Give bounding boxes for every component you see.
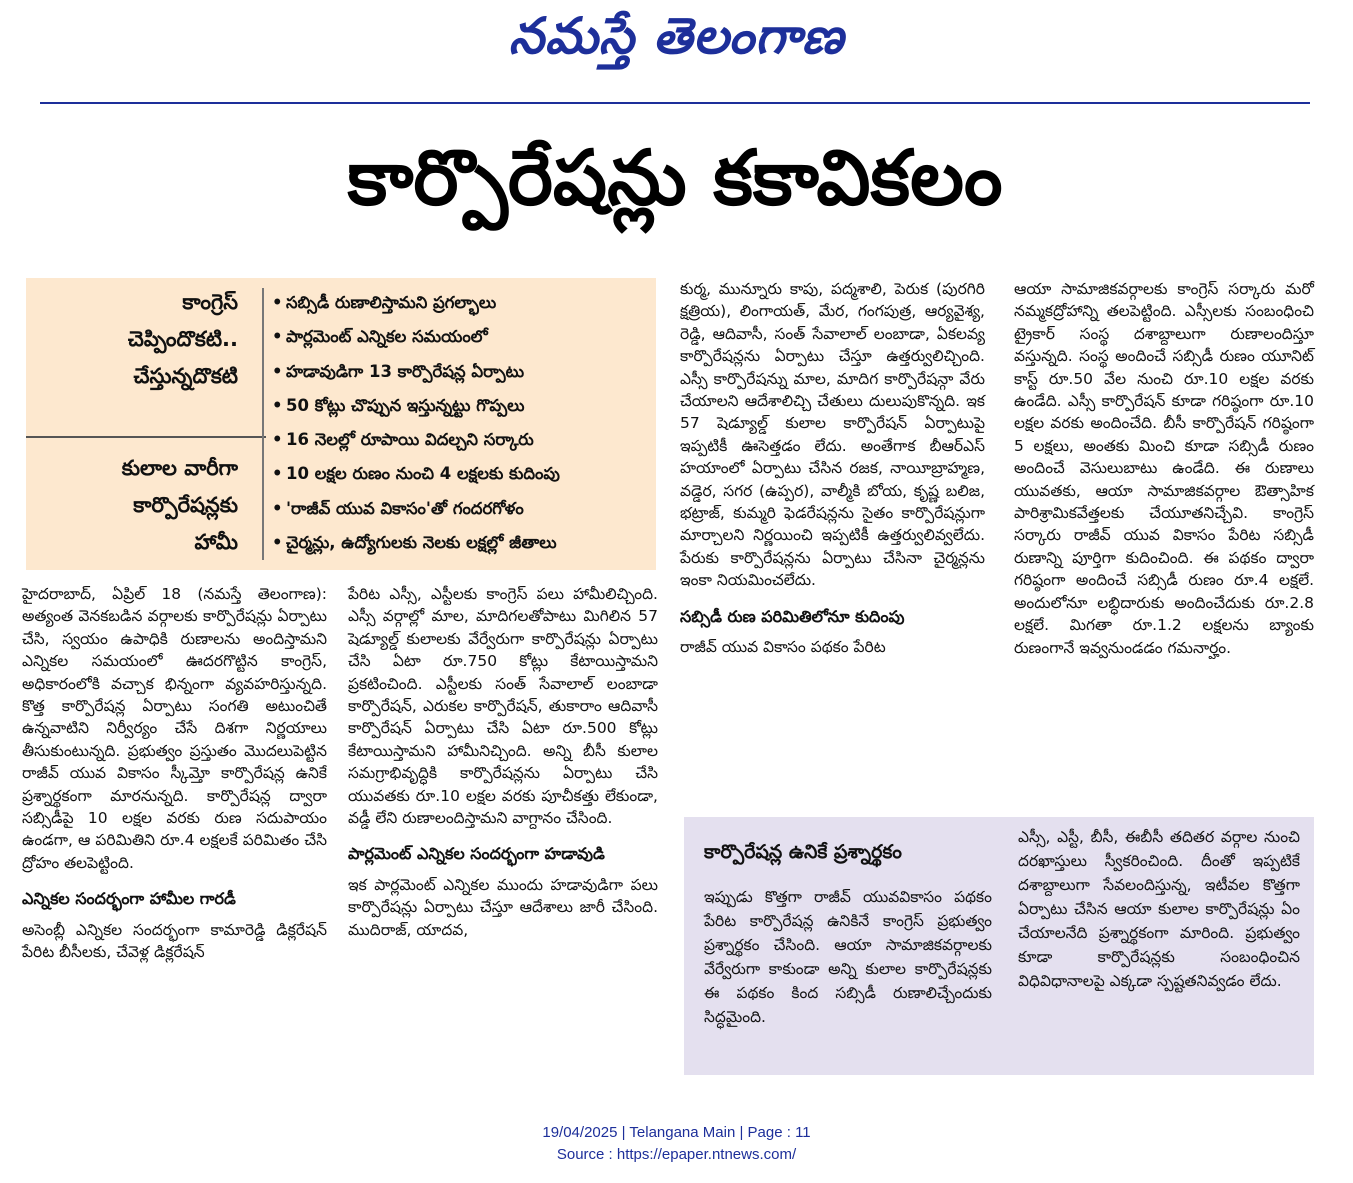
highlight-item: • 50 కోట్లు చొప్పున ఇస్తున్నట్టు గొప్పలు — [270, 389, 650, 423]
highlight-item: • 'రాజీవ్ యువ వికాసం'తో గందరగోళం — [270, 492, 650, 526]
highlight-item: • చైర్మన్లు, ఉద్యోగులకు నెలకు లక్షల్లో జీతాలు — [270, 526, 650, 560]
article-paragraph: హైదరాబాద్, ఏప్రిల్ 18 (నమస్తే తెలంగాణ): అత్యంత వెనకబడిన వర్గాలకు కార్పొరేషన్లు ఏర్పాటు చేసి, స్వయం ఉపాధికి రుణాలను అందిస్తామని ఎన్నికల సమయంలో ఊదరగొట్టిన కాంగ్రెస్, అధికారంలోకి వచ్చాక భిన్నంగా వ్యవహరిస్తున్నది. కొత్త కార్పొరేషన్ల ఏర్పాటు సంగతి అటుంచితే ఉన్నవాటిని నిర్వీర్యం చేసే దిశగా నిర్ణయాలు తీసుకుంటున్నది. ప్రభుత్వం ప్రస్తుతం మొదలుపెట్టిన రాజీవ్ యువ వికాసం స్కీమ్తో కార్పొరేషన్ల ఉనికే ప్రశ్నార్థకంగా మారనున్నది. కార్పొరేషన్ల ద్వారా సబ్సిడీపై 10 లక్షల వరకు రుణ సదుపాయం ఉండగా, ఆ పరిమితిని రూ.4 లక్షలకే పరిమితం చేసి ద్రోహం తలపెట్టింది. — [22, 585, 327, 872]
highlight-item: • హడావుడిగా 13 కార్పొరేషన్ల ఏర్పాటు — [270, 355, 650, 389]
article-column-4 — [1014, 278, 1314, 659]
article-paragraph: ఇక పార్లమెంట్ ఎన్నికల ముందు హడావుడిగా పలు కార్పొరేషన్లు ఏర్పాటు చేస్తూ ఆదేశాలు జారీ చేసింది. ముదిరాజ్, యాదవ, — [348, 875, 658, 939]
caption-line: కాంగ్రెస్ — [182, 290, 238, 314]
article-paragraph: అసెంబ్లీ ఎన్నికల సందర్భంగా కామారెడ్డి డిక్లరేషన్ పేరిట బీసీలకు, చేవెళ్ల డిక్లరేషన్ — [22, 920, 327, 962]
article-paragraph: పేరిట ఎస్సీ, ఎస్టీలకు కాంగ్రెస్ పలు హామీలిచ్చింది. ఎస్సీ వర్గాల్లో మాల, మాదిగలతోపాటు మిగిలిన 57 షెడ్యూల్డ్ కులాలకు వేర్వేరుగా కార్పొరేషన్లు ఏర్పాటు చేసి ఏటా రూ.750 కోట్లు కేటాయిస్తామని ప్రకటించింది. ఎస్టీలకు సంత్ సేవాలాల్ లంబాడా కార్పొరేషన్, ఎరుకల కార్పొరేషన్, తుకారాం ఆదివాసీ కార్పొరేషన్ ఏర్పాటు చేసి ఏటా రూ.500 కోట్లు కేటాయిస్తామని హామీనిచ్చింది. అన్ని బీసీ కులాల సమగ్రాభివృద్ధికి కార్పొరేషన్లను ఏర్పాటు చేసి యువతకు రూ.10 లక్షల వరకు పూచీకత్తు లేకుండా, వడ్డీ లేని రుణాలందిస్తామని వాగ్దానం చేసింది. — [348, 585, 658, 828]
article-paragraph: రాజీవ్ యువ వికాసం పథకం పేరిట — [680, 638, 886, 657]
article-subheading: ఎన్నికల సందర్భంగా హామీల గారడీ — [22, 889, 236, 909]
caption-line: చెప్పిందొకటి.. — [127, 327, 238, 351]
article-paragraph: కుర్మ, మున్నూరు కాపు, పద్మశాలి, పెరుక (పురగిరి క్షత్రియ), లింగాయత్, మేర, గంగపుత్ర, ఆర్యవైశ్య, రెడ్డి, ఆదివాసీ, సంత్ సేవాలాల్ లంబాడా, ఏకలవ్య కార్పొరేషన్లను ఏర్పాటు చేస్తూ ఉత్తర్వులిచ్చింది. ఎస్సీ కార్పొరేషన్ను మాల, మాదిగ కార్పొరేషన్గా వేరు చేయాలని ఆదేశాలిచ్చి చేతులు దులుపుకొన్నది. ఇక 57 షెడ్యూల్డ్ కులాల కార్పొరేషన్ ఏర్పాటుపై ఇప్పటికీ ఊసెత్తడం లేదు. అంతేగాక బీఆర్ఎస్ హయాంలో ఏర్పాటు చేసిన రజక, నాయీబ్రాహ్మణ, వడ్డెర, సగర (ఉప్పర), వాల్మీకి బోయ, కృష్ణ బలిజ, భట్రాజ్, కుమ్మరి ఫెడరేషన్లను సైతం కార్పొరేషన్లుగా మార్చాలని నిర్ణయించి ఇప్పటికీ ఉత్తర్వులివ్వలేదు. పేరుకు కార్పొరేషన్లను ఏర్పాటు చేసినా చైర్మన్లను ఇంకా నియమించలేదు. — [680, 280, 985, 590]
article-column-3 — [680, 278, 985, 659]
caption-line: కార్పొరేషన్లకు — [133, 493, 238, 517]
article-column-2 — [348, 583, 658, 941]
box-paragraph-right: ఎస్సీ, ఎస్టీ, బీసీ, ఈబీసీ తదితర వర్గాల నుంచి దరఖాస్తులు స్వీకరించింది. దీంతో ఇప్పటికే దశాబ్దాలుగా సేవలందిస్తున్న, ఇటీవల కొత్తగా ఏర్పాటు చేసిన ఆయా కులాల కార్పొరేషన్లు ఏం చేయాలనేది ప్రశ్నార్థకంగా మారింది. ప్రభుత్వం కూడా కార్పొరేషన్లకు సంబంధించిన విధివిధానాలపై ఎక్కడా స్పష్టతనివ్వడం లేదు. — [1018, 828, 1300, 990]
article-paragraph: ఆయా సామాజికవర్గాలకు కాంగ్రెస్ సర్కారు మరో నమ్మకద్రోహాన్ని తలపెట్టింది. ఎస్సీలకు సంబంధించి ట్రైకార్ సంస్థ దశాబ్దాలుగా రుణాలందిస్తూ వస్తున్నది. సంస్థ అందించే సబ్సిడీ రుణం యూనిట్ కాస్ట్ రూ.50 వేల నుంచి రూ.10 లక్షల వరకు ఉండేది. ఎస్సీ కార్పొరేషన్ కూడా గరిష్ఠంగా రూ.10 లక్షల వరకు అందించేది. బీసీ కార్పొరేషన్ గరిష్ఠంగా 5 లక్షలు, అంతకు మించి కూడా సబ్సిడీ రుణం అందించే వెసులుబాటు ఉండేది. ఈ రుణాలు యువతకు, ఆయా సామాజికవర్గాల ఔత్సాహిక పారిశ్రామికవేత్తలకు చేయూతనిచ్చేవి. కాంగ్రెస్ సర్కారు రాజీవ్ యువ వికాసం పేరిట సబ్సిడీ రుణాన్ని పూర్తిగా కుదించింది. ఈ పథకం ద్వారా గరిష్ఠంగా అందించే సబ్సిడీ రుణం రూ.4 లక్షలే. అందులోనూ లబ్ధిదారుకు అందించేదుకు రూ.2.8 లక్షలే. మిగతా రూ.1.2 లక్షలను బ్యాంకు రుణంగానే ఇవ్వనుండడం గమనార్హం. — [1014, 280, 1314, 657]
highlight-item: • సబ్సిడీ రుణాలిస్తామని ప్రగల్భాలు — [270, 286, 650, 320]
caption-line: కులాల వారీగా — [121, 456, 238, 480]
caption-group-1 — [128, 284, 238, 395]
highlights-list — [270, 286, 650, 560]
sidebar-vertical-rule — [262, 288, 264, 560]
page-footer — [0, 1122, 1353, 1166]
footer-source-line: Source : https://epaper.ntnews.com/ — [556, 1146, 797, 1163]
headline: కార్పొరేషన్లు కకావికలం — [347, 133, 1003, 222]
caption-line: చేస్తున్నదొకటి — [133, 364, 238, 388]
article-column-1 — [22, 583, 327, 964]
highlight-item: • 16 నెలల్లో రూపాయి విదల్చని సర్కారు — [270, 423, 650, 457]
boxed-section — [684, 817, 1314, 1075]
caption-line: హామీ — [194, 530, 238, 554]
article-subheading: పార్లమెంట్ ఎన్నికల సందర్భంగా హడావుడి — [348, 844, 605, 864]
highlight-item: • 10 లక్షల రుణం నుంచి 4 లక్షలకు కుదింపు — [270, 457, 650, 491]
caption-group-2 — [122, 450, 238, 561]
box-heading: కార్పొరేషన్ల ఉనికే ప్రశ్నార్థకం — [704, 841, 902, 863]
highlights-sidebar — [26, 278, 656, 570]
masthead-logo: నమస్తే తెలంగాణ — [508, 6, 845, 65]
masthead-rule — [40, 102, 1310, 104]
article-subheading: సబ్సిడీ రుణ పరిమితిలోనూ కుదింపు — [680, 606, 905, 626]
footer-date-line: 19/04/2025 | Telangana Main | Page : 11 — [542, 1124, 811, 1141]
highlight-item: • పార్లమెంట్ ఎన్నికల సమయంలో — [270, 320, 650, 354]
box-paragraph-left: ఇప్పుడు కొత్తగా రాజీవ్ యువవికాసం పథకం పేరిట కార్పొరేషన్ల ఉనికినే కాంగ్రెస్ ప్రభుత్వం ప్రశ్నార్థకం చేసింది. ఆయా సామాజికవర్గాలకు వేర్వేరుగా కాకుండా అన్ని కులాల కార్పొరేషన్లకు ఈ పథకం కింద సబ్సిడీ రుణాలిచ్చేందుకు సిద్ధమైంది. — [704, 888, 992, 1026]
sidebar-captions — [26, 278, 254, 570]
caption-divider — [26, 436, 266, 438]
